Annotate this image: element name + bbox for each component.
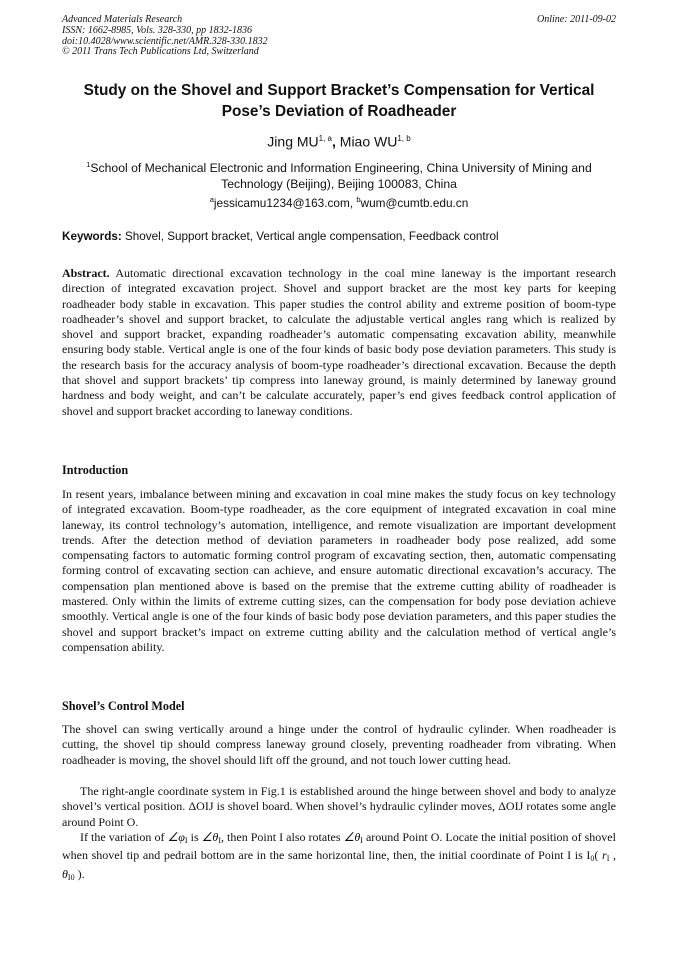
p3-text-d: around Point O. Locate the initial position of shovel when shovel tip and pedrail bottom are in the same horizontal line, then, the initial coordinate of Point I is I: [62, 830, 616, 863]
p3-text-b: is: [187, 830, 202, 844]
theta-angle-symbol: ∠θ: [343, 830, 361, 844]
theta-angle-subscript: I: [218, 836, 221, 845]
shovel-model-paragraph-2: [62, 784, 616, 830]
author-1-affil-mark: 1, a: [318, 134, 332, 143]
p3-text-f: ,: [609, 848, 617, 863]
affiliation: [62, 157, 616, 192]
p3-text-g: ).: [74, 866, 85, 881]
email-b-mark: b: [356, 195, 361, 204]
online-date: Online: 2011-09-02: [537, 14, 616, 25]
issn-line: ISSN: 1662-8985, Vols. 328-330, pp 1832-1836: [62, 24, 252, 36]
shovel-model-heading: Shovel’s Control Model: [62, 699, 185, 713]
paper-title: Study on the Shovel and Support Bracket’s Compensation for Vertical Pose’s Deviation of Roadheader: [83, 82, 595, 120]
keywords: [62, 229, 616, 245]
p3-text-c: , then Point I also rotates: [221, 830, 344, 844]
introduction-text: In resent years, imbalance between mining and excavation in coal mine makes the study focus on key technology of integrated excavation. Boom-type roadheader, as the core equipment of integrated excavation in coal mine laneway, its control technology’s automation, intelligence, and remote visualization are important development trends. After the detection method of deviation parameters in roadheader body pose realized, add some compensating factors to automatic forming control program of excavating section, then, automatic compensating forming control of excavating section can achieve, and ensure automatic directional excavation’s accuracy. The compensation plan mentioned above is based on the premise that the extreme cutting ability of roadheader is mastered. Only within the limits of extreme cutting sizes, can the compensation for body pose deviation achieve smoothly. Vertical angle is one of the four kinds of basic body pose deviation parameters, and this paper studies the shovel and support bracket’s impact on extreme cutting ability and the calculation method of vertical angle’s compensation ability.: [62, 487, 616, 654]
author-separator: ,: [332, 133, 340, 150]
author-2-name: Miao WU: [339, 133, 398, 150]
triangle-symbol: Δ: [188, 799, 197, 814]
journal-name: Advanced Materials Research: [62, 14, 183, 25]
p2-text-b: OIJ is shovel board. When shovel’s hydraulic cylinder moves,: [196, 799, 499, 814]
p3-text-a: If the variation of: [80, 830, 168, 844]
author-line: [62, 130, 616, 151]
abstract-text: Automatic directional excavation technology in the coal mine laneway is the important research direction of integrated excavation project. Shovel and support bracket are the most key parts for keeping roadheader body stable in excavation. This paper studies the control ability and extreme position of boom-type roadheader’s shovel and support bracket, to calculate the adjustable vertical angles rang which is realized by shovel and support bracket, expanding roadheader’s automatic compensating excavation ability, meanwhile ensuring body stable. Vertical angle is one of the four kinds of basic body pose deviation parameters. This study is the research basis for the accuracy analysis of boom-type roadheader’s directional excavation. Because the depth that shovel and support brackets’ tip compress into laneway ground, is mainly determined by laneway ground hardness and body weight, and can’t be calculate accurately, paper’s end gives feedback control application of shovel and support bracket according to laneway conditions.: [62, 266, 616, 418]
shovel-model-paragraph-1: The shovel can swing vertically around a hinge under the control of hydraulic cylinder. When roadheader is cutting, the shovel tip should compress laneway ground closely, preventing roadheader from vibrating. When roadheader is moving, the shovel should lift off the ground, and not touch lower cutting head.: [62, 722, 616, 767]
triangle-symbol: Δ: [498, 799, 506, 814]
theta-angle-symbol: ∠θ: [201, 830, 219, 844]
email-a-mark: a: [209, 195, 214, 204]
introduction-heading: Introduction: [62, 463, 129, 477]
p3-text-e: (: [594, 848, 603, 863]
abstract: [62, 266, 616, 419]
p2-text-c: OIJ rotates some angle around Point O.: [62, 799, 616, 829]
email-a[interactable]: jessicamu1234@163.com: [213, 195, 350, 210]
email-line: [62, 193, 616, 210]
keywords-text: Shovel, Support bracket, Vertical angle compensation, Feedback control: [121, 230, 499, 243]
phi-angle-symbol: ∠φ: [167, 830, 185, 844]
copyright-line: © 2011 Trans Tech Publications Ltd, Switzerland: [62, 46, 259, 58]
abstract-label: Abstract.: [62, 266, 110, 280]
email-separator: ,: [349, 195, 357, 210]
affiliation-mark: 1: [86, 160, 91, 169]
affiliation-text: School of Mechanical Electronic and Information Engineering, China University of Mining and Technology (Beijing), Beijing 100083, China: [90, 161, 592, 192]
p2-text-a: The right-angle coordinate system in Fig.1 is established around the hinge between shovel and body to analyze shovel’s vertical position.: [62, 784, 616, 814]
theta-angle-subscript: I: [360, 836, 363, 845]
doi-line: doi:10.4028/www.scientific.net/AMR.328-330.1832: [62, 35, 268, 47]
email-b[interactable]: wum@cumtb.edu.cn: [360, 195, 469, 210]
journal-header: [62, 15, 616, 58]
author-1-name: Jing MU: [267, 133, 319, 150]
radius-subscript: I: [606, 854, 610, 864]
radius-symbol: r: [602, 848, 607, 863]
theta-initial-symbol: θ: [62, 866, 68, 881]
theta-initial-subscript: I0: [67, 872, 75, 882]
phi-angle-subscript: I: [184, 836, 188, 845]
shovel-model-paragraph-3: [62, 830, 616, 885]
point-i0-subscript: 0: [590, 854, 595, 864]
keywords-label: Keywords:: [62, 230, 122, 243]
author-2-affil-mark: 1, b: [397, 134, 411, 143]
